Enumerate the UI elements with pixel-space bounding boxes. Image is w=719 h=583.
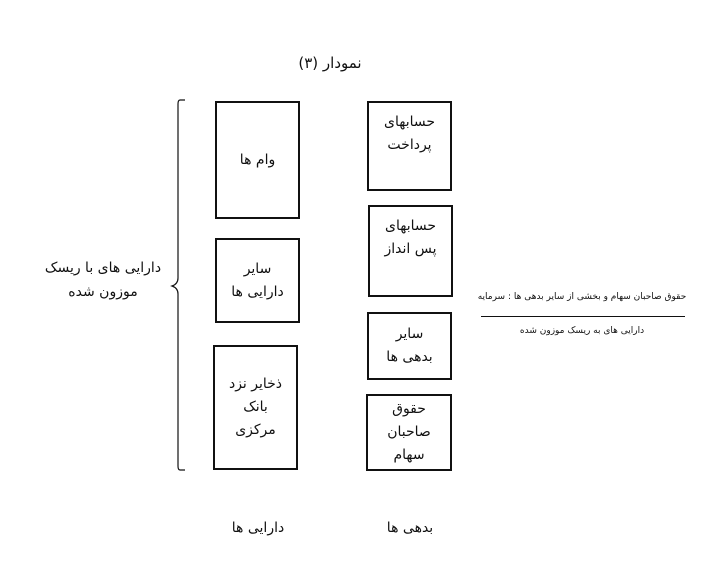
fraction-line xyxy=(481,316,685,317)
capital-ratio-numerator: حقوق صاحبان سهام و بخشی از سایر بدهی ها : سرمایه xyxy=(477,292,687,302)
diagram-title: نمودار (۳) xyxy=(298,54,362,72)
capital-ratio-denominator: دارایی های به ریسک موزون شده xyxy=(519,326,645,336)
risk-weighted-assets-label: دارایی های با ریسک موزون شده xyxy=(44,260,162,300)
box-loans: وام ها xyxy=(215,101,300,219)
box-payable-accounts: حسابهای پرداخت xyxy=(367,101,452,191)
liabilities-column-label: بدهی ها xyxy=(386,520,434,536)
box-central-bank-reserves: ذخایر نزد بانک مرکزی xyxy=(213,345,298,470)
box-shareholders-equity: حقوق صاحبان سهام xyxy=(366,394,452,471)
assets-column-label: دارایی ها xyxy=(231,520,285,536)
box-other-assets: سایر دارایی ها xyxy=(215,238,300,323)
box-other-liabilities: سایر بدهی ها xyxy=(367,312,452,380)
box-savings-accounts: حسابهای پس انداز xyxy=(368,205,453,297)
